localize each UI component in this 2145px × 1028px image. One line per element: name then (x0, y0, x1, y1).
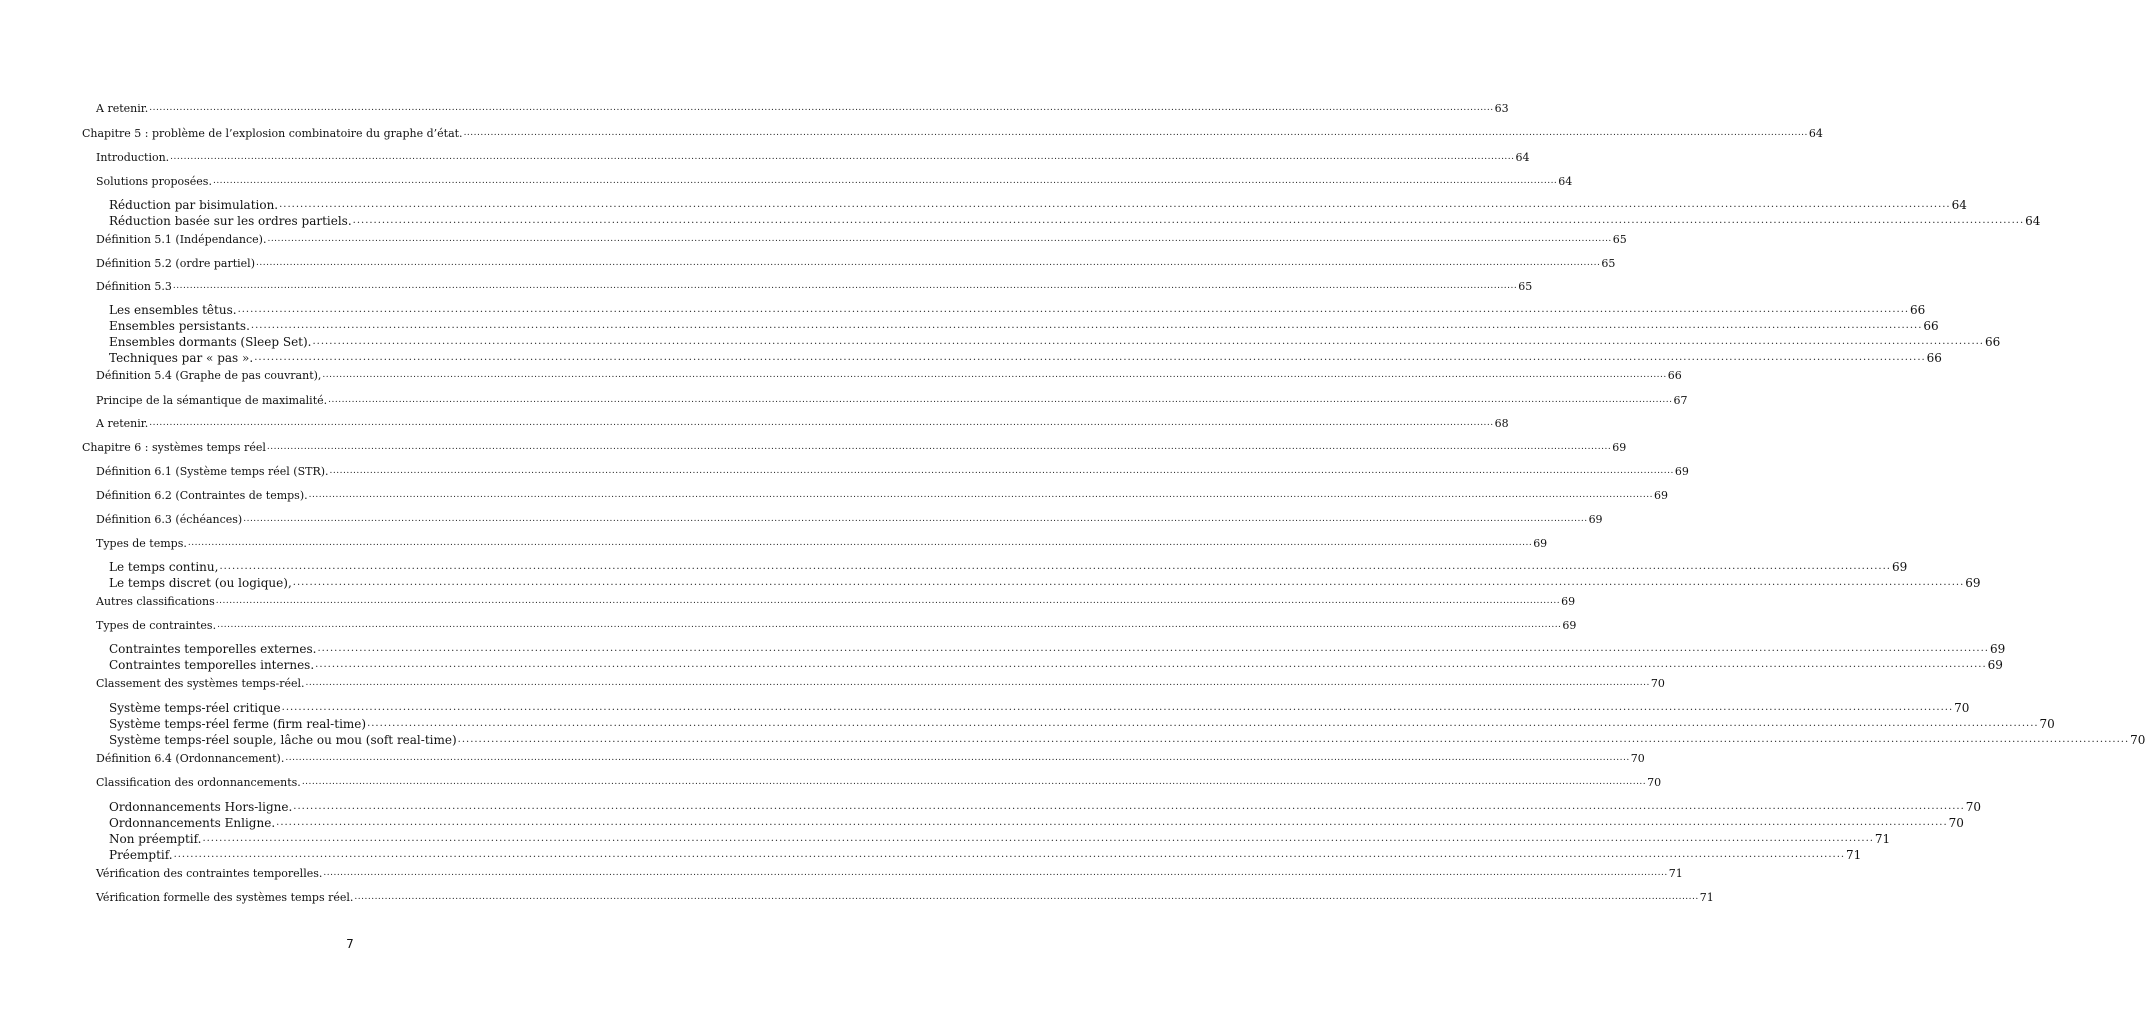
dot-leader: ................................................................................................................................................................................................................................................................................................................................................................................................................ (281, 702, 1954, 713)
toc-entry[interactable] (96, 677, 1665, 690)
toc-entry-label: Autres classifications (96, 595, 215, 608)
toc-entry[interactable] (109, 214, 2041, 228)
toc-entry[interactable] (96, 280, 1533, 293)
toc-entry-page: 70 (1954, 701, 1970, 715)
toc-entry[interactable] (96, 257, 1616, 270)
toc-entry-page: 65 (1518, 280, 1533, 293)
toc-entry[interactable] (96, 489, 1668, 502)
toc-entry[interactable] (96, 595, 1576, 608)
dot-leader: ................................................................................................................................................................................................................................................................................................................................................................................................................ (202, 833, 1874, 844)
toc-entry[interactable] (109, 198, 1967, 212)
toc-entry[interactable] (109, 717, 2055, 731)
toc-entry[interactable] (109, 335, 2001, 349)
dot-leader: ................................................................................................................................................................................................................................................................................................................................................................................................................ (149, 418, 1494, 428)
dot-leader: ................................................................................................................................................................................................................................................................................................................................................................................................................ (285, 753, 1630, 763)
toc-entry[interactable] (96, 394, 1688, 407)
toc-entry-label: Définition 6.3 (échéances) (96, 513, 243, 526)
toc-entry-page: 71 (1846, 848, 1862, 862)
toc-entry-page: 70 (1630, 752, 1645, 765)
toc-entry-label: Vérification des contraintes temporelles. (96, 867, 323, 880)
dot-leader: ................................................................................................................................................................................................................................................................................................................................................................................................................ (217, 620, 1562, 630)
toc-entry-label: Principe de la sémantique de maximalité. (96, 394, 328, 407)
toc-entry-label: Définition 6.4 (Ordonnancement). (96, 752, 285, 765)
toc-entry-label: Le temps continu, (109, 560, 219, 574)
toc-entry-label: Préemptif. (109, 848, 173, 862)
dot-leader: ................................................................................................................................................................................................................................................................................................................................................................................................................ (149, 103, 1494, 113)
dot-leader: ................................................................................................................................................................................................................................................................................................................................................................................................................ (315, 659, 1987, 670)
toc-entry[interactable] (109, 560, 1908, 574)
toc-entry-label: A retenir. (96, 102, 149, 115)
toc-entry[interactable] (109, 658, 2003, 672)
dot-leader: ................................................................................................................................................................................................................................................................................................................................................................................................................ (293, 801, 1965, 812)
toc-entry-page: 66 (1667, 369, 1682, 382)
toc-entry-label: Vérification formelle des systèmes temps réel. (96, 891, 354, 904)
toc-entry-page: 71 (1874, 832, 1891, 846)
toc-entry-page: 69 (1653, 489, 1668, 502)
dot-leader: ................................................................................................................................................................................................................................................................................................................................................................................................................ (312, 336, 1984, 347)
dot-leader: ................................................................................................................................................................................................................................................................................................................................................................................................................ (301, 777, 1647, 787)
toc-entry-label: Ensembles persistants. (109, 319, 250, 333)
toc-entry-page: 69 (1989, 642, 2006, 656)
toc-entry-page: 65 (1601, 257, 1616, 270)
toc-entry[interactable] (96, 151, 1530, 164)
toc-entry[interactable] (96, 233, 1627, 246)
toc-entry-page: 69 (1987, 658, 2003, 672)
dot-leader: ................................................................................................................................................................................................................................................................................................................................................................................................................ (187, 538, 1533, 548)
toc-entry-label: Classification des ordonnancements. (96, 776, 301, 789)
toc-entry[interactable] (109, 303, 1926, 317)
dot-leader: ................................................................................................................................................................................................................................................................................................................................................................................................................ (463, 128, 1808, 138)
dot-leader: ................................................................................................................................................................................................................................................................................................................................................................................................................ (354, 892, 1699, 902)
toc-entry[interactable] (96, 867, 1683, 880)
toc-entry-page: 70 (2130, 733, 2145, 747)
toc-entry-page: 66 (1984, 335, 2001, 349)
toc-entry-label: Ordonnancements Enligne. (109, 816, 276, 830)
toc-entry-page: 64 (1515, 151, 1530, 164)
dot-leader: ................................................................................................................................................................................................................................................................................................................................................................................................................ (308, 490, 1653, 500)
toc-entry-page: 64 (1558, 175, 1573, 188)
toc-entry[interactable] (96, 891, 1714, 904)
toc-entry-label: Définition 5.1 (Indépendance). (96, 233, 267, 246)
toc-entry-page: 69 (1533, 537, 1548, 550)
toc-entry-page: 70 (1650, 677, 1665, 690)
dot-leader: ................................................................................................................................................................................................................................................................................................................................................................................................................ (212, 176, 1558, 186)
toc-entry-page: 63 (1494, 102, 1509, 115)
toc-entry[interactable] (109, 319, 1939, 333)
toc-entry-page: 69 (1891, 560, 1908, 574)
toc-entry-page: 66 (1923, 319, 1939, 333)
toc-entry-page: 68 (1494, 417, 1509, 430)
toc-entry-label: Réduction par bisimulation. (109, 198, 279, 212)
toc-entry-label: Techniques par « pas ». (109, 351, 254, 365)
toc-entry-page: 71 (1668, 867, 1683, 880)
toc-entry-page: 70 (1948, 816, 1964, 830)
toc-entry-label: Types de contraintes. (96, 619, 217, 632)
toc-entry-label: Contraintes temporelles internes. (109, 658, 315, 672)
toc-entry-label: Système temps-réel souple, lâche ou mou (soft real-time) (109, 733, 457, 747)
toc-entry[interactable] (109, 576, 1981, 590)
toc-entry-label: Chapitre 5 : problème de l’explosion combinatoire du graphe d’état. (82, 127, 463, 140)
toc-entry-label: Types de temps. (96, 537, 187, 550)
toc-entry-page: 69 (1561, 595, 1576, 608)
toc-entry[interactable] (109, 800, 1982, 814)
toc-entry-label: Non préemptif. (109, 832, 202, 846)
dot-leader: ................................................................................................................................................................................................................................................................................................................................................................................................................ (317, 643, 1989, 654)
dot-leader: ................................................................................................................................................................................................................................................................................................................................................................................................................ (457, 734, 2130, 745)
toc-entry[interactable] (96, 369, 1682, 382)
toc-entry-label: Système temps-réel ferme (firm real-time) (109, 717, 367, 731)
toc-entry-label: Définition 5.2 (ordre partiel) (96, 257, 255, 270)
toc-entry-page: 64 (2025, 214, 2041, 228)
toc-entry[interactable] (109, 848, 1862, 862)
toc-entry[interactable] (109, 351, 1942, 365)
dot-leader: ................................................................................................................................................................................................................................................................................................................................................................................................................ (172, 281, 1518, 291)
dot-leader: ................................................................................................................................................................................................................................................................................................................................................................................................................ (305, 678, 1650, 688)
toc-entry-label: Les ensembles têtus. (109, 303, 237, 317)
dot-leader: ................................................................................................................................................................................................................................................................................................................................................................................................................ (367, 718, 2039, 729)
toc-entry-label: Ensembles dormants (Sleep Set). (109, 335, 312, 349)
toc-entry-label: Solutions proposées. (96, 175, 212, 188)
toc-entry[interactable] (109, 642, 2006, 656)
toc-entry-label: Introduction. (96, 151, 170, 164)
toc-entry-page: 66 (1926, 351, 1942, 365)
dot-leader: ................................................................................................................................................................................................................................................................................................................................................................................................................ (215, 596, 1561, 606)
toc-entry-page: 64 (1808, 127, 1823, 140)
toc-entry-label: Définition 6.2 (Contraintes de temps). (96, 489, 308, 502)
toc-entry[interactable] (109, 832, 1891, 846)
toc-entry-label: Réduction basée sur les ordres partiels. (109, 214, 352, 228)
dot-leader: ................................................................................................................................................................................................................................................................................................................................................................................................................ (237, 304, 1910, 315)
toc-entry-page: 69 (1612, 441, 1627, 454)
dot-leader: ................................................................................................................................................................................................................................................................................................................................................................................................................ (170, 152, 1515, 162)
dot-leader: ................................................................................................................................................................................................................................................................................................................................................................................................................ (279, 199, 1951, 210)
toc-entry-page: 69 (1965, 576, 1981, 590)
dot-leader: ................................................................................................................................................................................................................................................................................................................................................................................................................ (323, 868, 1668, 878)
toc-entry[interactable] (96, 537, 1548, 550)
toc-entry[interactable] (96, 465, 1689, 478)
toc-entry-page: 69 (1674, 465, 1689, 478)
toc-entry[interactable] (82, 441, 1627, 454)
dot-leader: ................................................................................................................................................................................................................................................................................................................................................................................................................ (322, 370, 1667, 380)
toc-entry-page: 67 (1673, 394, 1688, 407)
toc-entry[interactable] (109, 733, 2145, 747)
toc-entry[interactable] (109, 816, 1964, 830)
toc-entry-label: Le temps discret (ou logique), (109, 576, 292, 590)
dot-leader: ................................................................................................................................................................................................................................................................................................................................................................................................................ (276, 817, 1948, 828)
toc-entry-label: A retenir. (96, 417, 149, 430)
toc-entry-page: 70 (2039, 717, 2055, 731)
dot-leader: ................................................................................................................................................................................................................................................................................................................................................................................................................ (292, 577, 1965, 588)
page-number: 7 (346, 937, 354, 951)
toc-entry[interactable] (96, 776, 1662, 789)
toc-entry-page: 71 (1699, 891, 1714, 904)
toc-entry[interactable] (82, 127, 1823, 140)
toc-entry-page: 66 (1910, 303, 1926, 317)
toc-entry-label: Contraintes temporelles externes. (109, 642, 317, 656)
toc-entry-page: 70 (1965, 800, 1982, 814)
toc-entry-label: Classement des systèmes temps-réel. (96, 677, 305, 690)
toc-entry-page: 65 (1612, 233, 1627, 246)
dot-leader: ................................................................................................................................................................................................................................................................................................................................................................................................................ (267, 234, 1612, 244)
toc-entry-label: Définition 5.3 (96, 280, 172, 293)
toc-entry[interactable] (96, 102, 1509, 115)
dot-leader: ................................................................................................................................................................................................................................................................................................................................................................................................................ (250, 320, 1923, 331)
dot-leader: ................................................................................................................................................................................................................................................................................................................................................................................................................ (254, 352, 1926, 363)
dot-leader: ................................................................................................................................................................................................................................................................................................................................................................................................................ (256, 258, 1601, 268)
toc-entry-page: 64 (1951, 198, 1967, 212)
dot-leader: ................................................................................................................................................................................................................................................................................................................................................................................................................ (219, 561, 1891, 572)
toc-entry-label: Chapitre 6 : systèmes temps réel (82, 441, 266, 454)
dot-leader: ................................................................................................................................................................................................................................................................................................................................................................................................................ (329, 466, 1674, 476)
toc-entry-label: Définition 6.1 (Système temps réel (STR). (96, 465, 329, 478)
toc-entry[interactable] (96, 619, 1577, 632)
toc-entry[interactable] (109, 701, 1970, 715)
toc-entry[interactable] (96, 417, 1509, 430)
toc-entry-page: 69 (1562, 619, 1577, 632)
toc-entry-label: Ordonnancements Hors-ligne. (109, 800, 293, 814)
toc-entry[interactable] (96, 175, 1573, 188)
toc-entry-page: 69 (1588, 513, 1603, 526)
toc-entry-label: Définition 5.4 (Graphe de pas couvrant), (96, 369, 322, 382)
toc-entry[interactable] (96, 513, 1603, 526)
dot-leader: ................................................................................................................................................................................................................................................................................................................................................................................................................ (352, 215, 2025, 226)
dot-leader: ................................................................................................................................................................................................................................................................................................................................................................................................................ (173, 849, 1846, 860)
toc-entry[interactable] (96, 752, 1645, 765)
dot-leader: ................................................................................................................................................................................................................................................................................................................................................................................................................ (328, 395, 1673, 405)
toc-entry-page: 70 (1647, 776, 1662, 789)
toc-entry-label: Système temps-réel critique (109, 701, 281, 715)
dot-leader: ................................................................................................................................................................................................................................................................................................................................................................................................................ (243, 514, 1588, 524)
dot-leader: ................................................................................................................................................................................................................................................................................................................................................................................................................ (266, 442, 1612, 452)
